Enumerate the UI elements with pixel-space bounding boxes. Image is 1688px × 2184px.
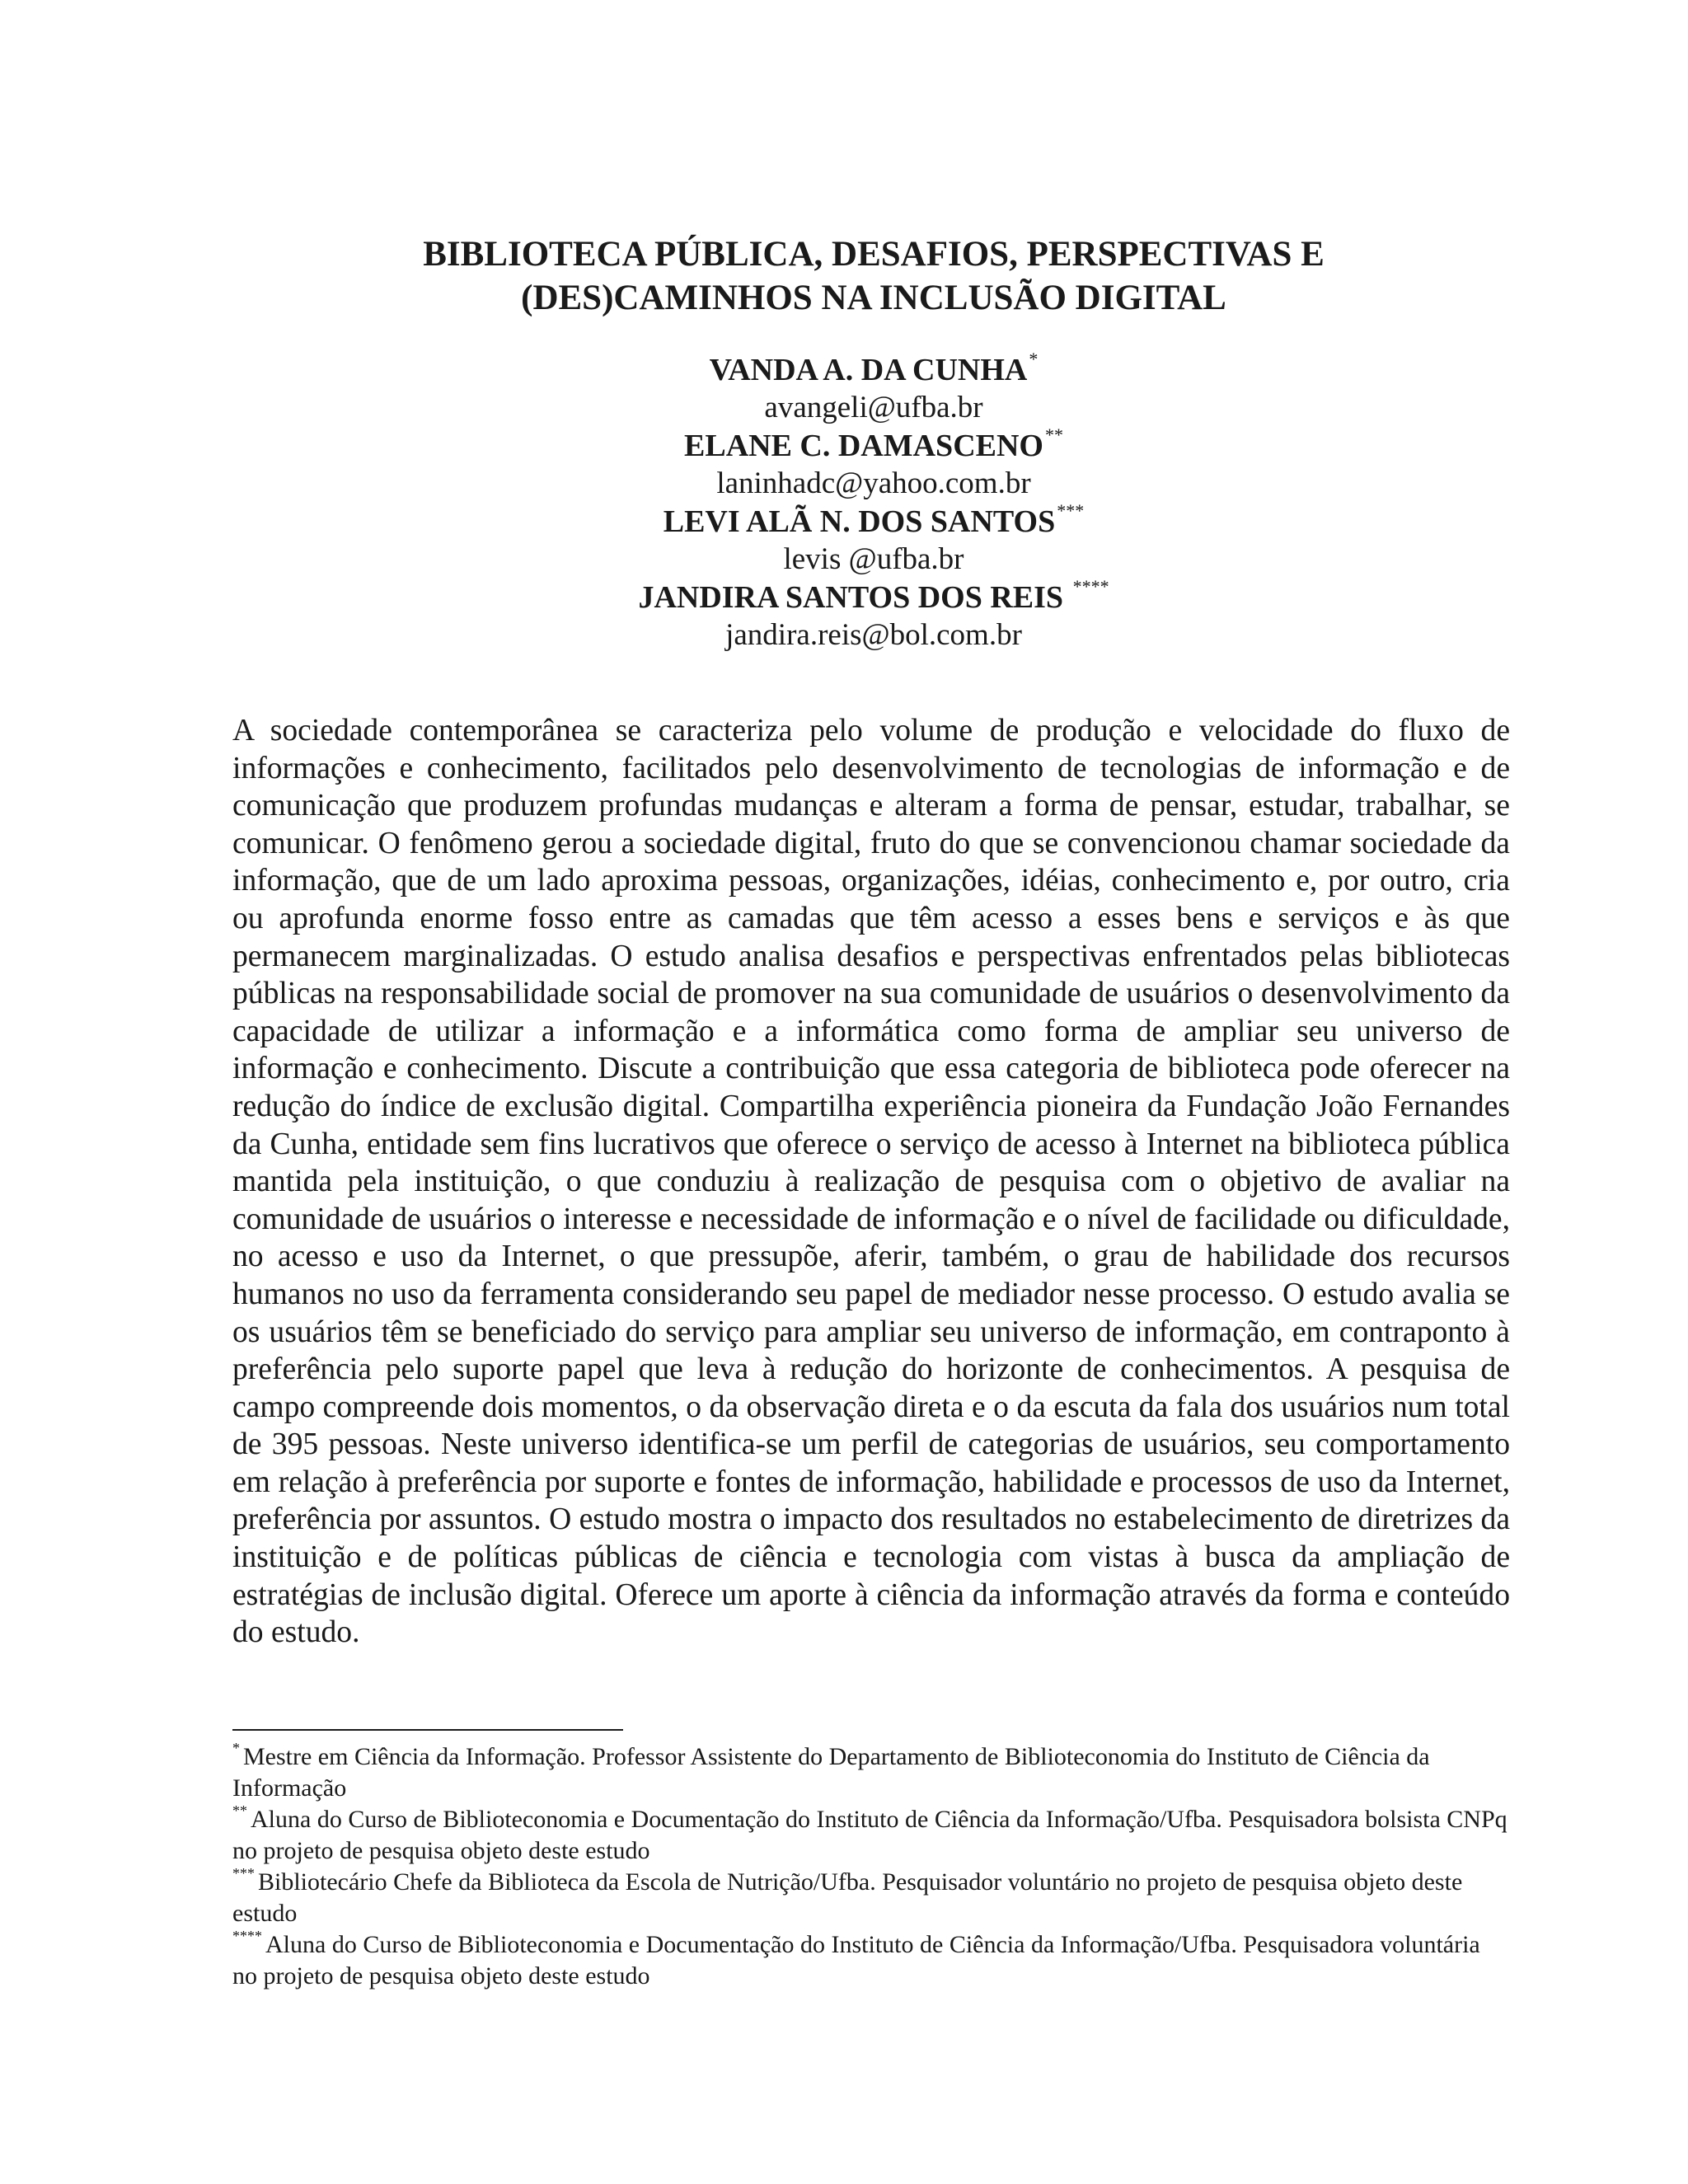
footnote-mark: * xyxy=(232,1740,240,1756)
footnote-item: **** Aluna do Curso de Biblioteconomia e Documentação do Instituto de Ciência da Informação/Ufba. Pesquisadora voluntária no projeto de pesquisa objeto deste estudo xyxy=(232,1928,1480,1990)
author-name: ELANE C. DAMASCENO** xyxy=(684,424,1063,463)
footnote-divider xyxy=(232,1729,623,1731)
title-line-1: BIBLIOTECA PÚBLICA, DESAFIOS, PERSPECTIVAS E xyxy=(423,235,1325,274)
footnote-marker: *** xyxy=(1057,500,1085,521)
footnote-marker: ** xyxy=(1044,424,1063,445)
footnote-marker: * xyxy=(1029,349,1039,369)
footnote-item: * Mestre em Ciência da Informação. Professor Assistente do Departamento de Biblioteconomia do Instituto de Ciência da Informação xyxy=(232,1740,1430,1802)
footnote-mark: *** xyxy=(232,1865,255,1882)
footnote-item: *** Bibliotecário Chefe da Biblioteca da Escola de Nutrição/Ufba. Pesquisador voluntário no projeto de pesquisa objeto deste estudo xyxy=(232,1865,1463,1927)
author-email: laninhadc@yahoo.com.br xyxy=(716,466,1031,500)
author-email: levis @ufba.br xyxy=(783,542,964,576)
abstract-paragraph: A sociedade contemporânea se caracteriza pelo volume de produção e velocidade do fluxo de informações e conhecimento, facilitados pelo desenvolvimento de tecnologias de informação e de comunicação que produzem profundas mudanças e alteram a forma de pensar, estudar, trabalhar, se comunicar. O fenômeno gerou a sociedade digital, fruto do que se convencionou chamar sociedade da informação, que de um lado aproxima pessoas, organizações, idéias, conhecimento e, por outro, cria ou aprofunda enorme fosso entre as camadas que têm acesso a esses bens e serviços e às que permanecem marginalizadas. O estudo analisa desafios e perspectivas enfrentados pelas bibliotecas públicas na responsabilidade social de promover na sua comunidade de usuários o desenvolvimento da capacidade de utilizar a informação e a informática como forma de ampliar seu universo de informação e conhecimento. Discute a contribuição que essa categoria de biblioteca pode oferecer na redução do índice de exclusão digital. Compartilha experiência pioneira da Fundação João Fernandes da Cunha, entidade sem fins lucrativos que oferece o serviço de acesso à Internet na biblioteca pública mantida pela instituição, o que conduziu à realização de pesquisa com o objetivo de avaliar na comunidade de usuários o interesse e necessidade de informação e o nível de facilidade ou dificuldade, no acesso e uso da Internet, o que pressupõe, aferir, também, o grau de habilidade dos recursos humanos no uso da ferramenta considerando seu papel de mediador nesse processo. O estudo avalia se os usuários têm se beneficiado do serviço para ampliar seu universo de informação, em contraponto à preferência pelo suporte papel que leva à redução do horizonte de conhecimentos. A pesquisa de campo compreende dois momentos, o da observação direta e o da escuta da fala dos usuários num total de 395 pessoas. Neste universo identifica-se um perfil de categorias de usuários, seu comportamento em relação à preferência por suporte e fontes de informação, habilidade e processos de uso da Internet, preferência por assuntos. O estudo mostra o impacto dos resultados no estabelecimento de diretrizes da instituição e de políticas públicas de ciência e tecnologia com vistas à busca da ampliação de estratégias de inclusão digital. Oferece um aporte à ciência da informação através da forma e conteúdo do estudo. xyxy=(232,714,1510,1650)
footnote-item: ** Aluna do Curso de Biblioteconomia e Documentação do Instituto de Ciência da Informação/Ufba. Pesquisadora bolsista CNPq no projeto de pesquisa objeto deste estudo xyxy=(232,1802,1507,1864)
author-email: jandira.reis@bol.com.br xyxy=(725,618,1022,652)
paper-title xyxy=(231,232,1517,320)
author-name: JANDIRA SANTOS DOS REIS **** xyxy=(638,576,1109,615)
footnote-mark: ** xyxy=(232,1802,247,1819)
author-email: avangeli@ufba.br xyxy=(764,391,983,424)
footnote-marker: **** xyxy=(1072,576,1109,597)
author-name: LEVI ALÃ N. DOS SANTOS*** xyxy=(663,500,1085,539)
author-name: VANDA A. DA CUNHA* xyxy=(709,349,1039,387)
footnote-mark: **** xyxy=(232,1928,262,1944)
author-block xyxy=(231,351,1517,654)
footnotes xyxy=(232,1741,1510,1992)
title-line-2: (DES)CAMINHOS NA INCLUSÃO DIGITAL xyxy=(521,279,1226,317)
